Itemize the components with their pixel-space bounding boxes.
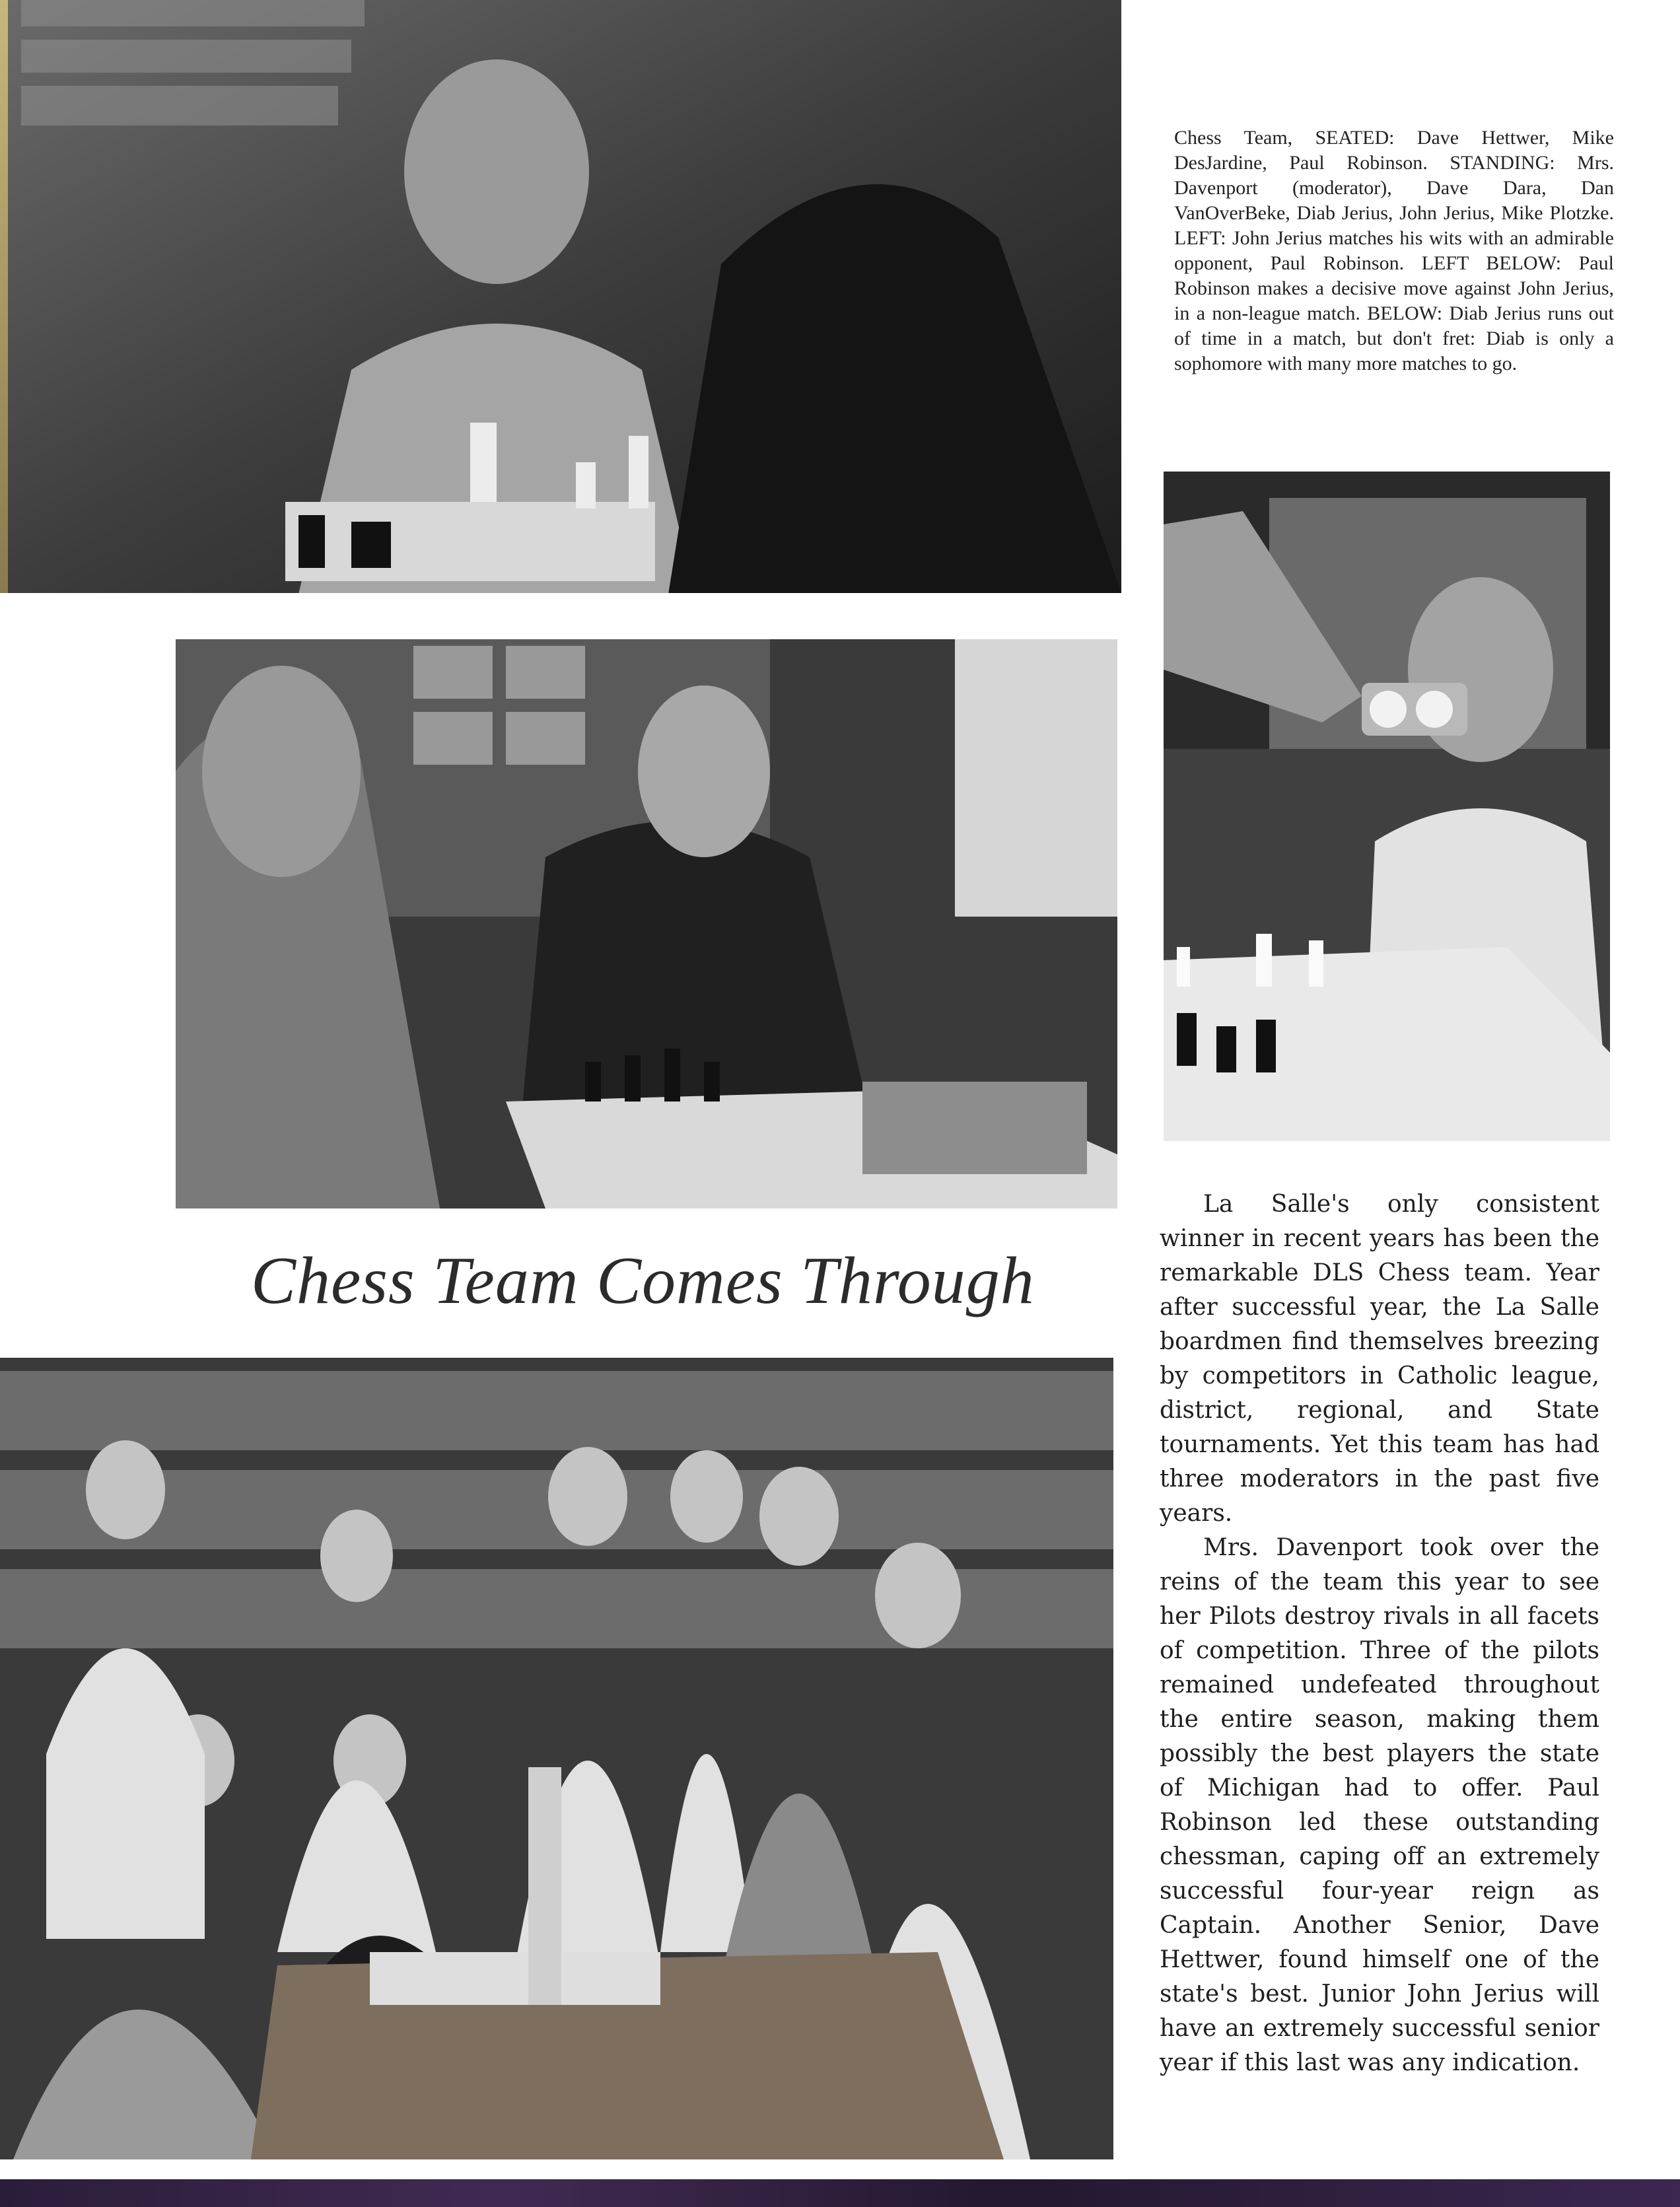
- article-headline: Chess Team Comes Through: [251, 1244, 1035, 1318]
- article-body: [1160, 1187, 1599, 2080]
- photo-chess-team-group: [0, 1358, 1113, 2159]
- article-paragraph-1: La Salle's only consistent winner in recent years has been the remarkable DLS Chess team. Year after successful year, the La Salle boardmen find themselves breezing by competitors in Catholic league, district, regional, and State tournaments. Yet this team has had three moderators in the past five years.: [1160, 1191, 1599, 1527]
- page-edge-strip: [0, 0, 8, 593]
- photo-caption: Chess Team, SEATED: Dave Hettwer, Mike DesJardine, Paul Robinson. STANDING: Mrs. Davenport (moderator), Dave Dara, Dan VanOverBeke, Diab Jerius, John Jerius, Mike Plotzke. LEFT: John Jerius matches his wits with an admirable opponent, Paul Robinson. LEFT BELOW: Paul Robinson makes a decisive move against John Jerius, in a non-league match. BELOW: Diab Jerius runs out of time in a match, but don't fret: Diab is only a sophomore with many more matches to go.: [1174, 127, 1614, 374]
- photo-chess-match-library: [8, 0, 1121, 593]
- photo-chess-clock: [1164, 472, 1610, 1141]
- article-paragraph-2: Mrs. Davenport took over the reins of the team this year to see her Pilots destroy rivals in all facets of competition. Three of the pilots remained undefeated throughout the entire season, making them possibly the best players the state of Michigan had to offer. Paul Robinson led these outstanding chessman, caping off an extremely successful four-year reign as Captain. Another Senior, Dave Hettwer, found himself one of the state's best. Junior John Jerius will have an extremely successful senior year if this last was any indication.: [1160, 1534, 1599, 2076]
- photo-decisive-move: [176, 639, 1117, 1209]
- scan-edge-strip: [0, 2179, 1680, 2207]
